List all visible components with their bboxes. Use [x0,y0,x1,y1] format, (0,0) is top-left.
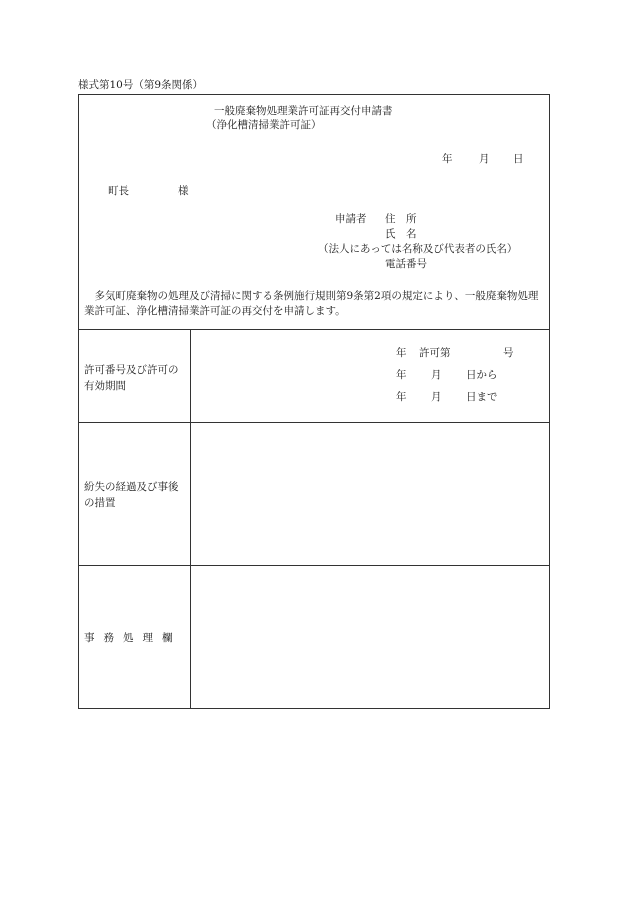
valid-to-year: 年 [396,391,407,403]
loss-details-field[interactable] [191,423,549,564]
permit-no-label: 許可第 [419,347,451,359]
valid-from-month: 月 [431,369,442,381]
divider-top [79,329,549,330]
valid-from-year: 年 [396,369,407,381]
date-day-label: 日 [513,153,524,165]
application-form [78,94,550,709]
date-month-label: 月 [479,153,490,165]
office-use-field [191,566,549,708]
corporate-note: （法人にあっては名称及び代表者の氏名） [318,243,518,255]
permit-year-1: 年 [396,347,407,359]
request-statement: 多気町廃棄物の処理及び清掃に関する条例施行規則第9条第2項の規定により、一般廃棄物処理業許可証、浄化槽清掃業許可証の再交付を申請します。 [84,290,539,317]
address-label: 住 所 [385,213,417,225]
phone-label: 電話番号 [385,258,427,270]
valid-from-day: 日から [466,369,498,381]
permit-number-label: 許可番号及び許可の有効期間 [84,364,179,392]
applicant-label: 申請者 [335,213,367,225]
addressee-title: 町長 [108,185,129,197]
loss-details-label: 紛失の経過及び事後の措置 [84,481,179,509]
valid-to-month: 月 [431,391,442,403]
form-number: 様式第10号（第9条関係） [78,79,204,91]
permit-go-label: 号 [503,347,514,359]
name-label: 氏 名 [385,228,417,240]
form-title: 一般廃棄物処理業許可証再交付申請書 [214,105,393,117]
form-subtitle: （浄化槽清掃業許可証） [206,119,322,131]
office-use-label: 事務処理欄 [84,632,182,644]
valid-to-day: 日まで [466,391,498,403]
addressee-honorific: 様 [178,185,189,197]
date-year-label: 年 [442,153,453,165]
